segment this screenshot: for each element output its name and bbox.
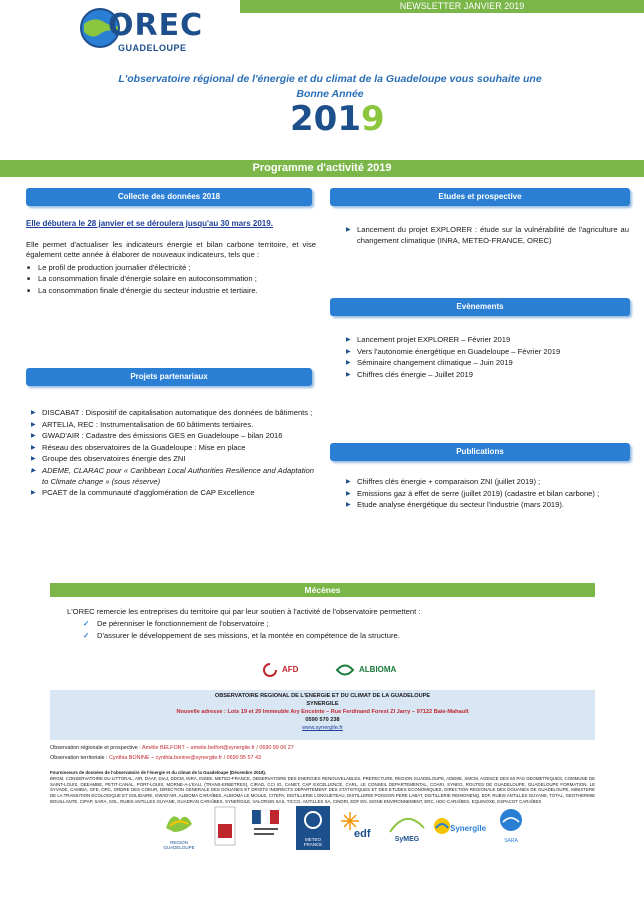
mecenes-intro: L'OREC remercie les entreprises du territoire qui par leur soutien à l'activité de l'observatoire permettent : <box>67 607 421 616</box>
symeg-icon <box>386 806 428 836</box>
logo-sara <box>496 806 526 850</box>
year-graphic <box>290 101 390 137</box>
collecte-list <box>26 263 316 297</box>
section-etudes-body <box>345 225 629 247</box>
mecenes-item: ✓ De pérenniser le fonctionnement de l'observatoire ; <box>67 618 567 630</box>
list-item: ▶ Lancement du projet EXPLORER : étude sur la vulnérabilité de l'agriculture au changement climatique (INRA, METEO-FRANCE, OREC) <box>345 225 629 246</box>
contact-phone: 0590 570 238 <box>305 717 340 723</box>
contact-synergile: SYNERGILE <box>306 701 339 707</box>
year-part-a: 20 <box>290 99 338 139</box>
logo-meteo-france <box>296 806 330 850</box>
obs-label: Observation territoriale : <box>50 754 110 761</box>
partner-logos <box>150 806 600 856</box>
obs-mail[interactable]: – amelie.belfort@synergile.fr / 0690 99 06 27 <box>184 745 294 751</box>
collecte-lead: Elle débutera le 28 janvier et se déroulera jusqu'au 30 mars 2019. <box>26 219 273 228</box>
sponsor-afd <box>262 660 298 680</box>
list-item: ■ La consommation finale d'énergie du secteur industrie et tertiaire. <box>26 286 316 297</box>
section-projets-title: Projets partenariaux <box>26 368 312 386</box>
obs-name: Cynthia BONINE <box>109 754 150 761</box>
greeting <box>60 72 600 102</box>
synergile-icon <box>432 816 452 836</box>
sara-caption: SARA <box>504 838 518 844</box>
logo-synergile <box>432 806 490 850</box>
synergile-caption: Synergîle <box>450 824 487 833</box>
mecenes-title: Mécènes <box>50 583 595 597</box>
list-item: ■ Le profil de production journalier d'électricité ; <box>26 263 316 274</box>
sponsor-afd-label: AFD <box>282 665 299 674</box>
newsletter-banner <box>240 0 644 13</box>
orec-logo <box>78 6 204 54</box>
list-item: ▶ Lancement projet EXPLORER – Février 2019 <box>345 335 629 346</box>
departement-icon <box>214 806 236 846</box>
meteo-france-icon <box>296 806 330 836</box>
list-item: ▶ Chiffres clés énergie + comparaison ZNI (juillet 2019) ; <box>345 477 629 488</box>
greeting-line1: L'observatoire régional de l'énergie et du climat de la Guadeloupe vous souhaite une <box>118 73 542 85</box>
year-part-c: 9 <box>361 99 385 139</box>
mecenes-body <box>67 606 567 642</box>
contact-address: Nouvelle adresse : Lots 19 et 20 Immeuble Ary Enceinte – Rue Ferdinand Forest ZI Jarry – 97122 Baie-Mahault <box>176 709 469 715</box>
contact-org: OBSERVATOIRE REGIONAL DE L'ENERGIE ET DU CLIMAT DE LA GUADELOUPE <box>214 693 431 699</box>
etudes-list <box>345 225 629 246</box>
logo-sub: GUADELOUPE <box>118 43 187 53</box>
contact-web-link[interactable]: www.synergile.fr <box>302 725 343 731</box>
collecte-body-text: Elle permet d'actualiser les indicateurs énergie et bilan carbone territoire, et vise également cette année à élaborer de nouveaux indicateurs, tels que : <box>26 239 316 260</box>
list-item: ▶ Emissions gaz à effet de serre (juillet 2019) (cadastre et bilan carbone) ; <box>345 489 629 500</box>
section-publications-body <box>345 477 629 512</box>
marianne-icon <box>250 806 282 846</box>
list-item: ▶ ADEME, CLARAC pour « Caribbean Local Authorities Resilience and Adaptation to Climate change » (sous réserve) <box>30 466 314 487</box>
region-guadeloupe-icon <box>160 806 198 838</box>
list-item: ▶ Réseau des observatoires de la Guadeloupe : Mise en place <box>30 443 314 454</box>
list-item: ▶ GWAD'AIR : Cadastre des émissions GES en Guadeloupe – bilan 2016 <box>30 431 314 442</box>
list-item: ▶ Etude analyse énergétique du secteur l'industrie (mars 2019). <box>345 500 629 511</box>
meteo-caption: METEO FRANCE <box>303 837 323 847</box>
obs-mail[interactable]: – cynthia.bonine@synergile.fr / 0690 95 57 43 <box>149 754 262 761</box>
evenements-list <box>345 335 629 380</box>
region-caption: REGION GUADELOUPE <box>163 840 195 850</box>
section-collecte-title: Collecte des données 2018 <box>26 188 312 206</box>
section-evenements-body <box>345 335 629 381</box>
obs-name: Amélie BELFORT <box>142 745 185 751</box>
logo-prefet <box>250 806 282 850</box>
projets-list <box>30 408 314 499</box>
list-item: ▶ DISCABAT : Dispositif de capitalisation automatique des données de bâtiments ; <box>30 408 314 419</box>
list-item: ▶ Séminaire changement climatique – Juin 2019 <box>345 358 629 369</box>
programme-title: Programme d'activité 2019 <box>0 160 644 177</box>
list-item: ▶ Groupe des observatoires énergie des ZNI <box>30 454 314 465</box>
providers-text: BRGM, CONSERVATOIRE DU LITTORAL, AIR, DAAF, DIAJ, DDCM, INRA, INSEE, METEO-FRANCE, OBSERVATOIRE DES ENERGIES RENOUVELABLES, PREFECTURE, REGION GUADELOUPE, ADEME, SMCM, AGENCE DES 50 PAS GEOMETRIQUES, COMMUNE DE SAINT-LOUIS, DEEAMBE, PETIT-CANAL, PORT-LOUIS, MORNE-A-L'EAU, (TRANS-ERBETRES), CIRAD, CCI IG, CANET, CAP EXCELLENCE, CARL, LE CONSEIL DEPARTEMENTAL, COARI, SYNEG, ROUTES DE GUADELOUPE, GUADELOUPE FORMATION, LE SYVADE, CAMBIA, GFE, ORC, ORDRE DES COEUR, DIRECTION GENERALE DES DOUANES ET DROITS INDIRECTS DEPARTEMENT DES STATISTIQUES ET DES ETUDES ECONOMIQUES, DIRECTION REGIONALE DES DOUANES DE GUADELOUPE, MINISTERE DE LA TRANSITION ECOLOGIQUE ET SOLIDAIRE, GWAD'AIR, ALBIOMA CARAÏBES, ALBIOMA LE MOULE, CITEPA, DISTILLERIE LONGUETEAU, DISTILLERIE POISSON PERE LABAT, DISTILLERIE REIMONENQ, EDF, RUBIS ANTILLES GUYANE, TOTAL, GEOTHERMIE BOUILLANTE, CIPAP, SARA, SOL, RUBIS ANTILLES GUYANE, GUADRAN CARAÏBES, SYNERGILE, VALORSIN SAS, TICCO, ANTILLES SA, CINDRI, EDF EN, SIGNE ENVIRONNEMENT, ERC, HDC-CARAÏBES, EQUINOXE, ESPACOT CARAÏBES <box>50 775 595 804</box>
logo-region <box>160 806 198 850</box>
providers-heading: Fournisseurs de données de l'observatoire de l'énergie et du climat de la Guadeloupe (Décembre 2018). <box>50 770 267 775</box>
mecenes-item: ✓ D'assurer le développement de ses missions, et la montée en compétence de la structure. <box>67 630 567 642</box>
greeting-line2: Bonne Année <box>296 88 364 100</box>
year-part-b: 1 <box>337 99 361 139</box>
newsletter-label: NEWSLETTER JANVIER 2019 <box>399 1 525 11</box>
contact-box <box>50 690 595 740</box>
list-item: ▶ ARTELIA, REC : Instrumentalisation de 60 bâtiments tertiaires. <box>30 420 314 431</box>
logo-symeg <box>386 806 428 850</box>
section-projets-body <box>30 408 314 500</box>
data-providers <box>50 770 595 805</box>
sponsor-albioma <box>335 660 396 680</box>
obs-label: Observation régionale et prospective : <box>50 745 142 751</box>
list-item: ▶ Chiffres clés énergie – Juillet 2019 <box>345 370 629 381</box>
list-item: ▶ Vers l'autonomie énergétique en Guadeloupe – Février 2019 <box>345 347 629 358</box>
section-publications-title: Publications <box>330 443 630 461</box>
list-item: ■ La consommation finale d'énergie solaire en autoconsommation ; <box>26 274 316 285</box>
afd-logo-icon <box>262 663 278 677</box>
logo-edf <box>340 806 380 850</box>
publications-list <box>345 477 629 511</box>
sara-icon <box>496 806 526 836</box>
section-collecte-body <box>26 219 316 298</box>
symeg-caption: SyMEG <box>394 836 420 843</box>
section-evenements-title: Evènements <box>330 298 630 316</box>
logo-guadeloupe-dept <box>214 806 236 850</box>
section-etudes-title: Etudes et prospective <box>330 188 630 206</box>
sponsor-albioma-label: ALBIOMA <box>359 665 397 674</box>
edf-caption: edf <box>354 828 371 840</box>
logo-word: OREC <box>108 8 204 43</box>
albioma-logo-icon <box>335 663 355 677</box>
list-item: ▶ PCAET de la communauté d'agglomération de CAP Excellence <box>30 488 314 499</box>
observation-contacts <box>50 744 595 763</box>
